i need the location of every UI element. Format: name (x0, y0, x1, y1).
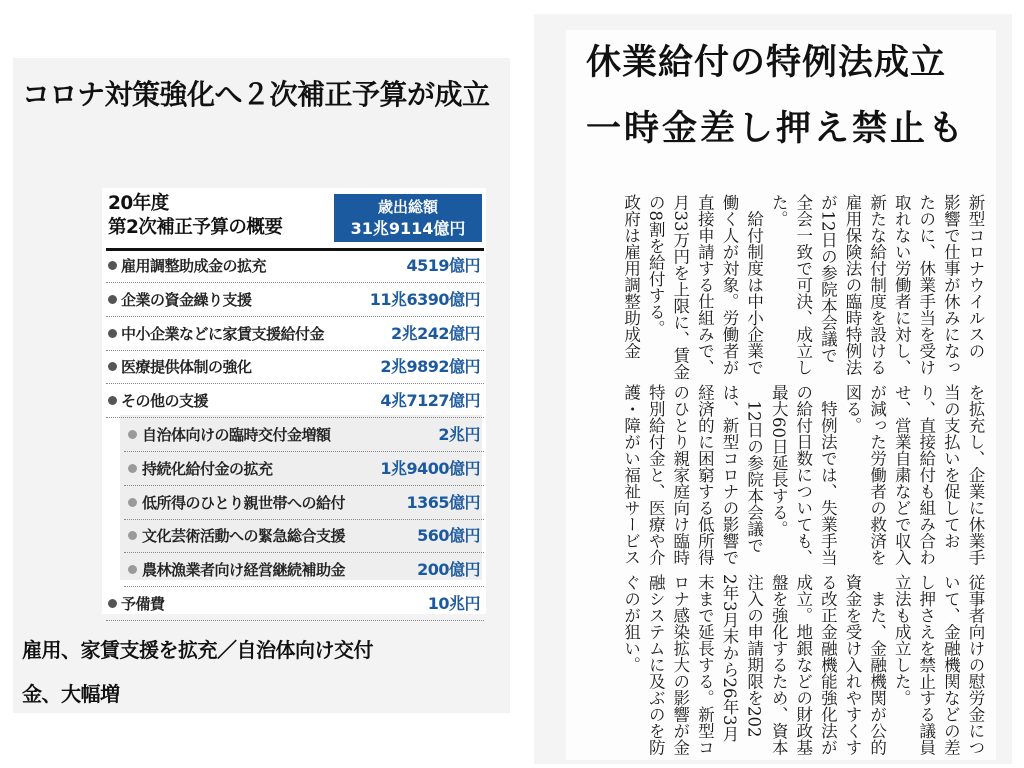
text-column: が減った労働者の救済を (867, 384, 887, 566)
row-amount: 1365億円 (406, 492, 480, 512)
budget-summary-table (102, 188, 486, 614)
text-column: せ、営業自粛などで収入 (892, 384, 912, 566)
caption-line-2: 金、大幅増 (22, 682, 120, 706)
text-column: 護・障がい福祉サービス (621, 384, 641, 566)
text-column: る改正金融機能強化法が (818, 574, 838, 756)
text-column: 当の支払いを促してお (941, 384, 961, 549)
table-row (124, 487, 484, 520)
text-column: 新たな給付制度を設ける (867, 194, 887, 376)
row-amount: 2兆9892億円 (380, 357, 480, 377)
table-row (124, 453, 484, 486)
table-row (106, 284, 484, 317)
text-column: 取れない労働者に対し、 (892, 194, 912, 376)
text-column: 経済的に困窮する低所得 (695, 384, 715, 566)
row-label: 低所得のひとり親世帯への給付 (142, 493, 346, 512)
row-label: 文化芸術活動への緊急総合支援 (142, 527, 346, 546)
text-column: 特例法では、失業手当 (818, 384, 838, 566)
row-amount: 560億円 (417, 526, 480, 546)
text-column: 雇用保険法の臨時特例法 (843, 194, 862, 376)
table-row (124, 554, 484, 587)
table-row (124, 520, 484, 553)
row-amount: 2兆242億円 (390, 323, 480, 343)
headline-line-2: 一時金差し押え禁止も (586, 108, 967, 149)
bullet-icon (108, 362, 117, 371)
bullet-icon (108, 599, 117, 608)
text-column: 従事者向けの慰労金につ (966, 574, 985, 756)
text-column: 融システムに及ぶのを防 (646, 574, 666, 756)
left-headline: コロナ対策強化へ２次補正予算が成立 (22, 78, 490, 111)
text-column: 盤を強化するため、資本 (769, 574, 789, 756)
left-caption (22, 628, 508, 716)
table-row (106, 318, 484, 351)
text-column: 最大60日延長する。 (769, 384, 789, 537)
text-column: 注入の申請期限を202 (744, 574, 764, 738)
text-column: のひとり親家庭向け臨時 (670, 384, 690, 566)
table-row (124, 419, 484, 452)
bullet-icon (128, 531, 137, 540)
text-column: ロナ感染拡大の影響が金 (670, 574, 690, 756)
row-label: その他の支援 (121, 392, 209, 411)
row-amount: 11兆6390億円 (369, 289, 480, 309)
bullet-icon (128, 430, 137, 439)
text-column: ぐのが狙い。 (621, 574, 641, 673)
bullet-icon (128, 498, 137, 507)
row-amount: 2兆円 (438, 425, 480, 444)
bullet-icon (128, 464, 137, 473)
bullet-icon (108, 329, 117, 338)
text-column: 図る。 (843, 384, 862, 434)
text-column: を拡充し、企業に休業手 (966, 384, 985, 566)
row-amount: 4兆7127億円 (380, 391, 480, 411)
row-amount: 4519億円 (406, 256, 480, 275)
table-row (106, 385, 484, 418)
clipping-headline (586, 30, 986, 162)
total-value: 31兆9114億円 (350, 219, 466, 238)
table-row (106, 351, 484, 384)
text-column: は、新型コロナの影響で (720, 384, 739, 566)
text-column: の8割を給付する。 (646, 194, 666, 337)
row-label: 自治体向けの臨時交付金増額 (142, 426, 331, 444)
row-label: 持続化給付金の拡充 (142, 459, 273, 478)
text-column: 2年3月末から26年3月 (720, 574, 739, 742)
text-column: し押さえを禁止する議員 (916, 574, 936, 756)
text-column: が12日の参院本会議で (818, 194, 838, 364)
text-column: 政府は雇用調整助成金 (621, 194, 641, 359)
row-label: 予備費 (121, 595, 165, 613)
text-column: 月33万円を上限に、賃金 (670, 194, 690, 380)
text-column: 働く人が対象。労働者が (720, 194, 739, 376)
headline-line-1: 休業給付の特例法成立 (586, 42, 947, 83)
bullet-icon (128, 565, 137, 574)
bullet-icon (108, 295, 117, 304)
row-label: 医療提供体制の強化 (121, 358, 252, 377)
text-column: 立法も成立した。 (892, 574, 912, 706)
caption-line-1: 雇用、家賃支援を拡充／自治体向け交付 (22, 638, 373, 662)
table-title: 20年度 第2次補正予算の概要 (108, 193, 283, 238)
text-column: いて、金融機関などの差 (941, 574, 961, 756)
bullet-icon (108, 396, 117, 405)
text-column: た。 (769, 194, 789, 227)
row-label: 農林漁業者向け経営継続補助金 (142, 561, 346, 580)
total-label: 歳出総額 (377, 198, 438, 216)
text-column: 全会一致で可決、成立し (793, 194, 813, 376)
row-label: 企業の資金繰り支援 (121, 290, 252, 309)
text-column: 末まで延長する。新型コ (695, 574, 715, 756)
text-column: 成立。地銀などの財政基 (793, 574, 813, 756)
text-column: また、金融機関が公的 (867, 574, 887, 756)
table-row (106, 250, 484, 283)
text-column: 特別給付金と、医療や介 (646, 384, 666, 566)
text-column: 12日の参院本会議で (744, 384, 764, 554)
row-amount: 1兆9400億円 (380, 458, 480, 478)
text-column: の給付日数についても、 (793, 384, 813, 566)
text-column: 新型コロナウイルスの (966, 194, 985, 359)
text-column: たのに、休業手当を受け (916, 194, 936, 376)
bullet-icon (108, 261, 117, 270)
total-expenditure-box (334, 194, 482, 242)
row-label: 雇用調整助成金の拡充 (121, 257, 267, 275)
row-label: 中小企業などに家賃支援給付金 (121, 324, 325, 343)
text-column: 影響で仕事が休みになっ (941, 194, 961, 376)
row-amount: 200億円 (417, 560, 480, 580)
text-column: 直接申請する仕組みで、 (695, 194, 715, 376)
text-column: り、直接給付も組み合わ (916, 384, 936, 566)
text-column: 給付制度は中小企業で (744, 194, 764, 376)
row-amount: 10兆円 (427, 594, 480, 613)
table-row (106, 588, 484, 621)
text-column: 資金を受け入れやすくす (843, 574, 862, 756)
table-header (102, 188, 486, 246)
